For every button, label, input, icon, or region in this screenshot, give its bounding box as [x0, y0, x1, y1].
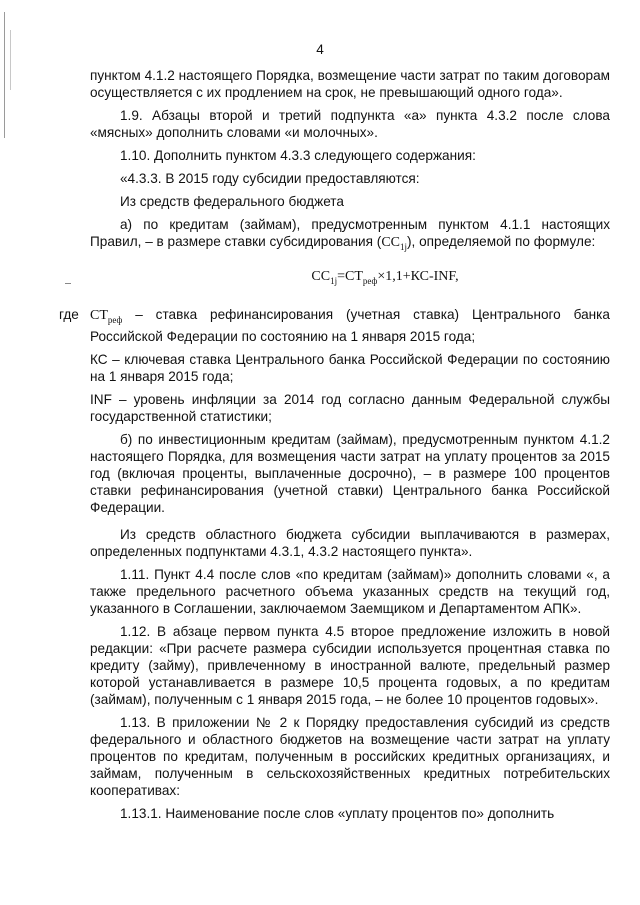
paragraph-regional-budget: Из средств областного бюджета субсидии выплачиваются в размерах, определенных подпунктами 4.3.1, 4.3.2 настоящего пункта». — [90, 527, 610, 560]
page-edge-line-secondary — [10, 30, 11, 90]
definition-ctref — [59, 306, 610, 346]
formula-rhs: ×1,1+КС-INF, — [377, 268, 459, 284]
paragraph-federal-budget: Из средств федерального бюджета — [120, 194, 344, 209]
item-a-text-before: а) по кредитам (займам), предусмотренным пунктом 4.1.1 настоящих Правил, – в размере ставки субсидирования ( — [90, 217, 610, 249]
paragraph-item-a — [90, 216, 610, 256]
item-a-text-after: ), определяемой по формуле: — [407, 234, 596, 249]
paragraph-1-13: 1.13. В приложении № 2 к Порядку предоставления субсидий из средств федерального и областного бюджетов на возмещение части затрат на уплату процентов по кредитам, полученным в российских кредитных организациях, и займам, полученным в сельскохозяйственных кредитных потребительских кооперативах: — [90, 715, 610, 799]
page-edge-line — [4, 12, 5, 138]
definition-lead-word: где — [59, 306, 79, 322]
paragraph-1-10: 1.10. Дополнить пунктом 4.3.3 следующего содержания: — [120, 148, 476, 163]
definition-ks: КС – ключевая ставка Центрального банка Российской Федерации по состоянию на 1 января 2015 года; — [90, 352, 610, 385]
paragraph-continuation: пунктом 4.1.2 настоящего Порядка, возмещение части затрат по таким договорам осуществляется с их продлением на срок, не превышающий одного года». — [90, 68, 610, 100]
paragraph-item-b: б) по инвестиционным кредитам (займам), предусмотренным пунктом 4.1.2 настоящего Порядка, для возмещения части затрат на уплату процентов за 2015 год (включая проценты, выплаченные досрочно), – в размере 100 процентов ставки рефинансирования (учетной ставки) Центрального банка Российской Федерации. — [90, 432, 610, 516]
paragraph-1-9: 1.9. Абзацы второй и третий подпункта «а» пункта 4.3.2 после слова «мясных» дополнить словами «и молочных». — [90, 108, 610, 140]
symbol-ctref-main: СТ — [90, 307, 108, 323]
formula-eq-sub: реф — [362, 275, 378, 286]
formula-lhs: СС — [311, 268, 331, 284]
definition-ctref-body — [90, 306, 610, 346]
paragraph-1-11: 1.11. Пункт 4.4 после слов «по кредитам (займам)» дополнить словами «, а также предельного расчетного объема указанных средств на текущий год, указанного в Соглашении, заключаемом Заемщиком и Департаментом АПК». — [90, 567, 610, 617]
formula-lhs-sub: 1j — [330, 275, 338, 286]
formula-eq: =СТ — [337, 268, 363, 284]
formula — [90, 268, 610, 290]
definition-ctref-text: – ставка рефинансирования (учетная ставка) Центрального банка Российской Федерации по состоянию на 1 января 2015 года; — [90, 306, 610, 345]
page-number: 4 — [316, 42, 324, 57]
paragraph-1-13-1: 1.13.1. Наименование после слов «уплату процентов по» дополнить — [120, 806, 555, 822]
definition-inf: INF – уровень инфляции за 2014 год согласно данным Федеральной службы государственной статистики; — [90, 392, 610, 425]
symbol-ctref — [90, 308, 122, 323]
paragraph-1-12: 1.12. В абзаце первом пункта 4.5 второе предложение изложить в новой редакции: «При расчете размера субсидии используется процентная ставка по кредиту (займу), привлеченному в иностранной валюте, предельный размер которой устанавливается в размере 10,5 процента годовых, а по кредитам (займам), полученным с 1 января 2015 года, – не более 10 процентов годовых». — [90, 624, 610, 708]
symbol-ctref-sub: реф — [107, 314, 123, 325]
margin-mark — [65, 283, 71, 284]
symbol-cc1j — [381, 235, 407, 250]
symbol-cc1j-main: СС — [381, 235, 400, 250]
symbol-cc1j-sub: 1j — [400, 241, 408, 252]
document-body — [59, 67, 610, 822]
paragraph-4-3-3: «4.3.3. В 2015 году субсидии предоставляются: — [120, 171, 420, 186]
